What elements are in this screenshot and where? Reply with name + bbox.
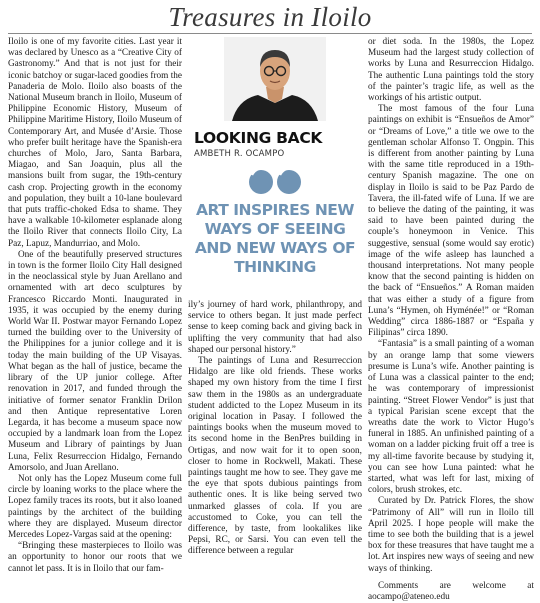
headline: Treasures in Iloilo (168, 2, 372, 32)
article-column-right (368, 37, 534, 602)
paragraph: “Fantasia” is a small painting of a woman by an orange lamp that some viewers presume is Luna’s wife. Another painting is of Luna was a classical painter to the end; he was contemporary of impressionist painting. “Street Flower Vendor” is just that a typical Parisian scene except that the wreaths date the work to Victor Hugo’s funeral in 1885. An unfinished painting of a woman on a ladder picking fruit off a tree is my all-time favorite because by studying it, you can see how Luna painted: what he started, what was left for last, mixing of colors, brush strokes, etc. (368, 339, 534, 496)
paragraph: One of the beautifully preserved structures in town is the former Iloilo City Hall designed in the neoclassical style by Juan Arellano and ornamented with art deco sculptures by Francesco Riccardo Monti. Inaugurated in 1935, it was occupied by the enemy during World War II. Postwar mayor Fernando Lopez turned the building over to the University of the Philippines for a junior college and it is today the main building of the UP Visayas. What began as the hall of justice, became the library of the UP junior college. After renovation in 2017, and funded through the initiative of former senator Franklin Drilon and then Antique representative Loren Legarda, it has become a museum space now occupied by a landmark loan from the Lopez Museum and Library of paintings by Juan Luna, Felix Resurreccion Hidalgo, Fernando Amorsolo, and Juan Arellano. (8, 249, 182, 473)
paragraph: The paintings of Luna and Resurreccion Hidalgo are like old friends. These works shaped my own history from the time I first saw them in the 1980s as an undergraduate student addicted to the Lopez Museum in its original location in Pasay. I followed the paintings books when the museum moved to its second home in the BenPres building in Ortigas, and now wait for it to open soon, closer to home in Rockwell, Makati. These paintings taught me how to see. They gave me the eye that spots dubious paintings from authentic ones. It is like being served two unmarked glasses of cola. If you are accustomed to Coke, you can tell the difference, by taste, from lookalikes like Pepsi, RC, or Sarsi. You can even tell the difference between a regular (188, 356, 362, 557)
article-column-left (8, 37, 182, 574)
pull-quote: ART INSPIRES NEW WAYS OF SEEING AND NEW WAYS OF THINKING (194, 201, 356, 276)
paragraph: “Bringing these masterpieces to Iloilo was an opportunity to honor our roots that we cannot let pass. It is in Iloilo that our fam- (8, 541, 182, 574)
paragraph: Curated by Dr. Patrick Flores, the show “Patrimony of All” will run in Iloilo till April 2025. I hope people will make the time to see both the building that is a jewel box for these treasures that have taught me a lot. Art inspires new ways of seeing and new ways of thinking. (368, 496, 534, 574)
author-portrait-icon (224, 37, 326, 121)
headline-rule (8, 33, 532, 34)
quote-marks-icon (248, 165, 304, 199)
article-column-middle (188, 300, 362, 557)
author-byline: AMBETH R. OCAMPO (194, 149, 285, 159)
paragraph: Iloilo is one of my favorite cities. Last year it was declared by Unesco as a “Creative City of Gastronomy.” And that is not just for their iconic batchoy or sugar-laced goodies from the Panaderia de Molo. Iloilo also boasts of the National Museum branch in Iloilo, Museum of Philippine Economic History, Museum of Philippine Maritime History, Iloilo Museum of Contemporary Art, and Musée d’Arsie. Those who prefer built heritage have the Spanish-era churches of Molo, Jaro, Santa Barbara, Miagao, and San Joaquin, plus all the mansions built from sugar, the 19th-century cash crop. Projecting growth in the economy and population, they built a 10-lane boulevard that puts traffic-choked Edsa to shame. They have a walkable 10-kilometer esplanade along the Iloilo River that connects Iloilo City, La Paz, Lapuz, Mandurriao, and Molo. (8, 37, 182, 249)
paragraph: Not only has the Lopez Museum come full circle by loaning works to the place where the Lopez family traces its roots, but it also loaned paintings by the architect of the building where they are displayed. Museum director Mercedes Lopez-Vargas said at the opening: (8, 473, 182, 540)
column-header-box (188, 37, 362, 295)
author-photo (224, 37, 326, 121)
paragraph: or diet soda. In the 1980s, the Lopez Museum had the largest study collection of works by Luna and Resurreccion Hidalgo. The authentic Luna paintings told the story of the painter’s tragic life, as well as the workings of his artistic output. (368, 37, 534, 104)
column-name: LOOKING BACK (194, 129, 323, 147)
paragraph: ily’s journey of hard work, philanthropy, and service to others began. It just made perfect sense to keep coming back and giving back in uplifting the very community that had also shaped our personal history.” (188, 300, 362, 355)
paragraph: The most famous of the four Luna paintings on exhibit is “Ensueños de Amor” or “Dreams of Love,” a title we owe to the gentleman scholar Alfonso T. Ongpin. This is different from another painting by Luna with the same title reproduced in a 19th-century Spanish magazine. The one on display in Iloilo is said to be Paz Pardo de Tavera, the ill-fated wife of Luna. If we are to believe the dating of the painting, it was said to have been painted during the couple’s honeymoon in Venice. This suggestive, sensual (some would say erotic) image of the wife asleep has launched a thousand interpretations. Not many people know that the second painting is hidden on the back of “Ensueños.” A Roman maiden that was either a study of a figure from Luna’s “Hymen, oh Hyménée!” or “Roman Wedding” circa 1886-1887 or “España y Filipinas” circa 1890. (368, 104, 534, 339)
comments-note: Comments are welcome at aocampo@ateneo.edu (368, 580, 534, 602)
